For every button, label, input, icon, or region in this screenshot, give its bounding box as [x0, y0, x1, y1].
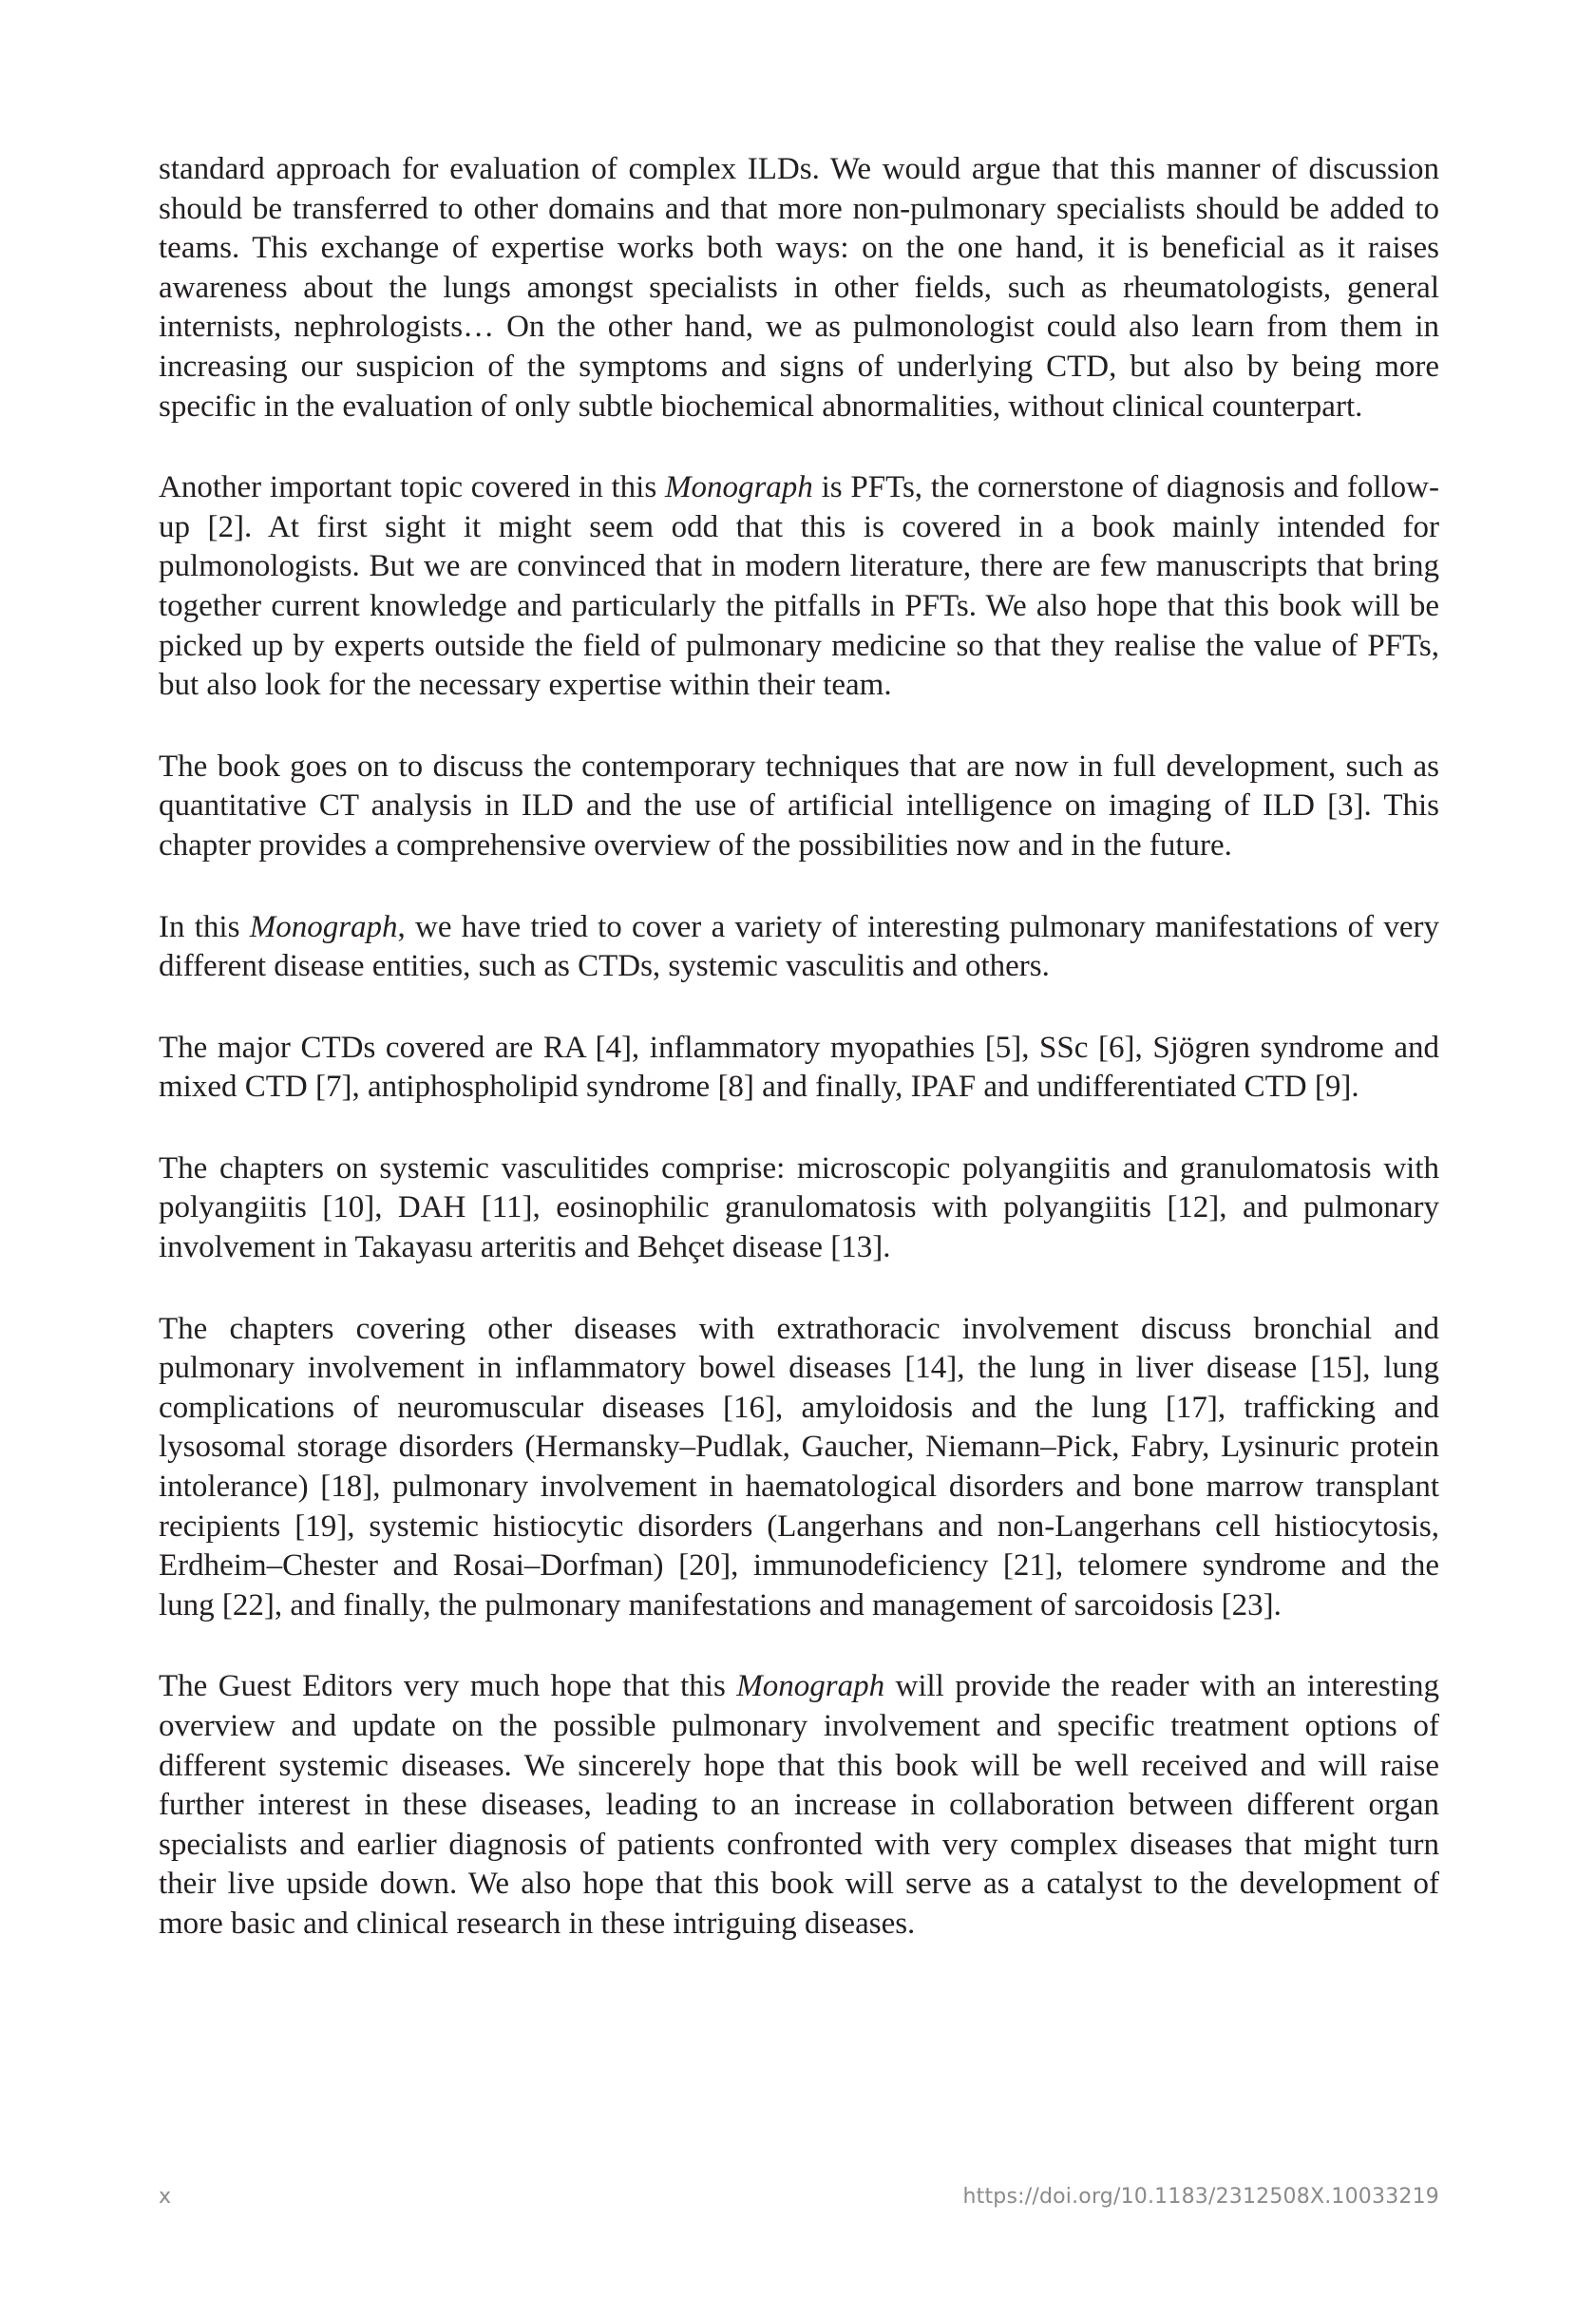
paragraph-text: Another important topic covered in this [159, 470, 665, 505]
paragraph-text: , we have tried to cover a variety of interesting pulmonary manifestations of very different disease entities, such as CTDs, systemic vasculitis and others. [159, 909, 1440, 984]
paragraph-text: The major CTDs covered are RA [4], inflammatory myopathies [5], SSc [6], Sjögren syndrome and mixed CTD [7], antiphospholipid syndrome [8] and finally, IPAF and undifferentiated CTD [9]. [159, 1030, 1439, 1105]
paragraph-ctds [159, 1029, 1439, 1108]
paragraph-mdt-discussion [159, 150, 1439, 427]
monograph-italic: Monograph [249, 909, 398, 944]
monograph-italic: Monograph [736, 1669, 885, 1704]
paragraph-text: The chapters on systemic vasculitides comprise: microscopic polyangiitis and granulomatosis with polyangiitis [10], DAH [11], eosinophilic granulomatosis with polyangiitis [12], and pulmonary involvement in Takayasu arteritis and Behçet disease [13]. [159, 1150, 1439, 1265]
paragraph-text: The book goes on to discuss the contemporary techniques that are now in full development, such as quantitative CT analysis in ILD and the use of artificial intelligence on imaging of ILD [3]. This chapter provides a comprehensive overview of the possibilities now and in the future. [159, 749, 1439, 863]
paragraph-techniques [159, 748, 1439, 866]
doi-link[interactable]: https://doi.org/10.1183/2312508X.10033219 [962, 2185, 1439, 2209]
paragraph-vasculitides [159, 1149, 1439, 1268]
paragraph-text: standard approach for evaluation of complex ILDs. We would argue that this manner of discussion should be transferred to other domains and that more non-pulmonary specialists should be added to teams. This exchange of expertise works both ways: on the one hand, it is beneficial as it raises awareness about the lungs amongst specialists in other fields, such as rheumatologists, general internists, nephrologists… On the other hand, we as pulmonologist could also learn from them in increasing our suspicion of the symptoms and signs of underlying CTD, but also by being more specific in the evaluation of only subtle biochemical abnormalities, without clinical counterpart. [159, 152, 1439, 424]
page-number: x [159, 2185, 172, 2209]
paragraph-text: In this [159, 909, 250, 944]
page-footer [159, 2185, 1439, 2209]
monograph-italic: Monograph [664, 470, 813, 505]
document-body [159, 150, 1439, 1986]
paragraph-text: will provide the reader with an interesting overview and update on the possible pulmonary involvement and specific treatment options of different systemic diseases. We sincerely hope that this book will be well received and will raise further interest in these diseases, leading to an increase in collaboration between different organ specialists and earlier diagnosis of patients confronted with very complex diseases that might turn their live upside down. We also hope that this book will serve as a catalyst to the development of more basic and clinical research in these intriguing diseases. [159, 1669, 1439, 1941]
paragraph-other-diseases [159, 1310, 1439, 1626]
paragraph-closing [159, 1667, 1439, 1944]
paragraph-text: is PFTs, the cornerstone of diagnosis and follow-up [2]. At first sight it might seem odd that this is covered in a book mainly intended for pulmonologists. But we are convinced that in modern literature, there are few manuscripts that bring together current knowledge and particularly the pitfalls in PFTs. We also hope that this book will be picked up by experts outside the field of pulmonary medicine so that they realise the value of PFTs, but also look for the necessary expertise within their team. [159, 470, 1439, 703]
paragraph-scope [159, 908, 1439, 987]
paragraph-text: The Guest Editors very much hope that this [159, 1669, 737, 1704]
paragraph-text: The chapters covering other diseases with extrathoracic involvement discuss bronchial and pulmonary involvement in inflammatory bowel diseases [14], the lung in liver disease [15], lung complications of neuromuscular diseases [16], amyloidosis and the lung [17], trafficking and lysosomal storage disorders (Hermansky–Pudlak, Gaucher, Niemann–Pick, Fabry, Lysinuric protein intolerance) [18], pulmonary involvement in haematological disorders and bone marrow transplant recipients [19], systemic histiocytic disorders (Langerhans and non-Langerhans cell histiocytosis, Erdheim–Chester and Rosai–Dorfman) [20], immunodeficiency [21], telomere syndrome and the lung [22], and finally, the pulmonary manifestations and management of sarcoidosis [23]. [159, 1311, 1439, 1622]
paragraph-pfts [159, 468, 1439, 706]
